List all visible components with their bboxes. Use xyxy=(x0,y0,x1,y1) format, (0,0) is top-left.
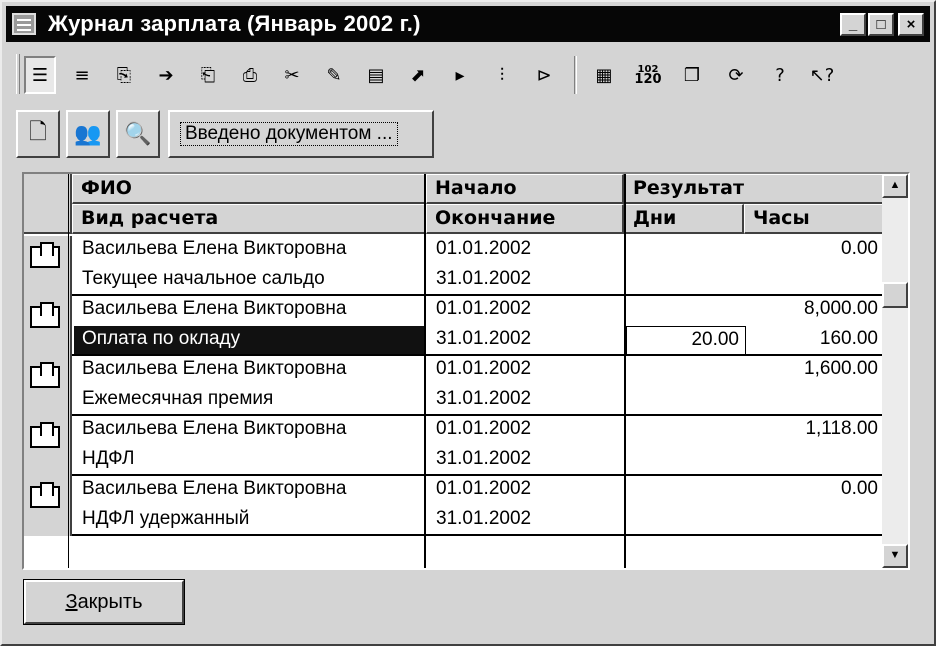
header-result[interactable]: Результат xyxy=(624,174,886,204)
new-document-icon[interactable]: 🗋 xyxy=(16,110,60,158)
cell-result[interactable]: 1,600.00 xyxy=(804,358,878,379)
column-separator xyxy=(68,174,69,570)
cell-hours[interactable]: 160.00 xyxy=(819,328,878,349)
secondary-toolbar xyxy=(16,110,436,160)
header-start[interactable]: Начало xyxy=(426,174,624,204)
open-document-icon[interactable]: ▤ xyxy=(367,64,385,86)
numbering-top-label: 102 xyxy=(637,64,659,75)
toolbar-grip[interactable] xyxy=(16,54,20,94)
cell-fio[interactable]: Васильева Елена Викторовна xyxy=(82,358,347,379)
help-icon[interactable]: ? xyxy=(775,64,785,86)
title-bar[interactable] xyxy=(6,6,930,42)
cell-start[interactable]: 01.01.2002 xyxy=(436,418,532,439)
cell-result[interactable]: 0.00 xyxy=(841,238,878,259)
row-header[interactable] xyxy=(24,236,72,296)
scroll-up-button[interactable]: ▲ xyxy=(882,174,908,198)
delete-record-icon[interactable]: ✂ xyxy=(284,64,300,86)
record-folder-icon xyxy=(30,486,60,508)
row-header[interactable] xyxy=(24,296,72,356)
close-accel: З xyxy=(65,591,78,613)
play-icon[interactable]: ▸ xyxy=(455,64,465,86)
cell-end[interactable]: 31.01.2002 xyxy=(436,328,532,349)
cell-fio[interactable]: Васильева Елена Викторовна xyxy=(82,238,347,259)
close-button[interactable] xyxy=(24,580,184,624)
cell-fio[interactable]: Васильева Елена Викторовна xyxy=(82,298,347,319)
header-end[interactable]: Окончание xyxy=(426,204,624,234)
edit-document-icon[interactable]: ✎ xyxy=(326,64,342,86)
column-separator xyxy=(424,174,426,570)
main-toolbar xyxy=(14,50,926,100)
filter-icon[interactable]: ⫶ xyxy=(499,64,505,86)
cell-result[interactable]: 0.00 xyxy=(841,478,878,499)
numbering-bottom-label: 120 xyxy=(634,72,662,87)
context-help-icon[interactable]: ↖? xyxy=(809,64,835,86)
cell-calc-type[interactable]: Оплата по окладу xyxy=(74,326,424,356)
header-calc-type[interactable]: Вид расчета xyxy=(72,204,426,234)
cell-days[interactable]: 20.00 xyxy=(626,326,746,356)
list-lines-icon[interactable]: ≡ xyxy=(74,64,90,86)
record-folder-icon xyxy=(30,306,60,328)
cell-calc-type[interactable]: НДФЛ удержанный xyxy=(82,508,250,529)
cell-start[interactable]: 01.01.2002 xyxy=(436,478,532,499)
window-title: Журнал зарплата (Январь 2002 г.) xyxy=(48,11,421,36)
close-label: акрыть xyxy=(77,591,143,613)
vertical-scrollbar[interactable] xyxy=(882,174,908,568)
copy-record-icon[interactable]: ⎗ xyxy=(200,64,216,86)
minimize-button[interactable]: _ xyxy=(840,13,866,36)
row-header[interactable] xyxy=(24,476,72,536)
cell-fio[interactable]: Васильева Елена Викторовна xyxy=(82,418,347,439)
row-header[interactable] xyxy=(24,416,72,476)
journal-icon[interactable] xyxy=(12,13,36,35)
row-header[interactable] xyxy=(24,356,72,416)
cell-start[interactable]: 01.01.2002 xyxy=(436,358,532,379)
print-icon[interactable]: ⎙ xyxy=(242,64,258,86)
maximize-button[interactable]: □ xyxy=(868,13,894,36)
cell-start[interactable]: 01.01.2002 xyxy=(436,298,532,319)
numbering-icon[interactable] xyxy=(632,56,664,94)
entered-by-document-button[interactable] xyxy=(168,110,434,158)
cell-calc-type[interactable]: Текущее начальное сальдо xyxy=(82,268,325,289)
record-folder-icon xyxy=(30,366,60,388)
execute-icon[interactable]: ⬈ xyxy=(410,64,426,86)
scroll-down-button[interactable]: ▼ xyxy=(882,544,908,568)
cell-fio[interactable]: Васильева Елена Викторовна xyxy=(82,478,347,499)
cell-end[interactable]: 31.01.2002 xyxy=(436,508,532,529)
grid-corner xyxy=(24,174,72,234)
cell-end[interactable]: 31.01.2002 xyxy=(436,268,532,289)
header-days[interactable]: Дни xyxy=(624,204,744,234)
windows-icon[interactable]: ❐ xyxy=(683,64,701,86)
mode-label: Введено документом ... xyxy=(180,122,398,146)
close-window-button[interactable]: × xyxy=(898,13,924,36)
cell-end[interactable]: 31.01.2002 xyxy=(436,448,532,469)
toolbar-separator xyxy=(574,56,577,94)
header-hours[interactable]: Часы xyxy=(744,204,886,234)
cell-calc-type[interactable]: НДФЛ xyxy=(82,448,135,469)
cell-calc-type[interactable]: Ежемесячная премия xyxy=(82,388,274,409)
search-icon[interactable]: 🔍 xyxy=(116,110,160,158)
cell-result[interactable]: 8,000.00 xyxy=(804,298,878,319)
next-icon[interactable]: ⊳ xyxy=(536,64,552,86)
record-folder-icon xyxy=(30,246,60,268)
refresh-icon[interactable]: ⟳ xyxy=(728,64,744,86)
users-icon[interactable]: 👥 xyxy=(66,110,110,158)
cell-result[interactable]: 1,118.00 xyxy=(805,418,878,439)
header-fio[interactable]: ФИО xyxy=(72,174,426,204)
salary-grid[interactable] xyxy=(22,172,910,570)
cell-end[interactable]: 31.01.2002 xyxy=(436,388,532,409)
table-icon[interactable]: ▦ xyxy=(595,64,613,86)
cell-start[interactable]: 01.01.2002 xyxy=(436,238,532,259)
list-view-icon[interactable]: ☰ xyxy=(24,56,56,94)
column-separator xyxy=(624,174,626,570)
scroll-thumb[interactable] xyxy=(882,282,908,308)
record-folder-icon xyxy=(30,426,60,448)
document-list-icon[interactable]: ⎘ xyxy=(116,64,132,86)
row-separator xyxy=(72,534,886,536)
move-record-icon[interactable]: ➔ xyxy=(158,64,174,86)
